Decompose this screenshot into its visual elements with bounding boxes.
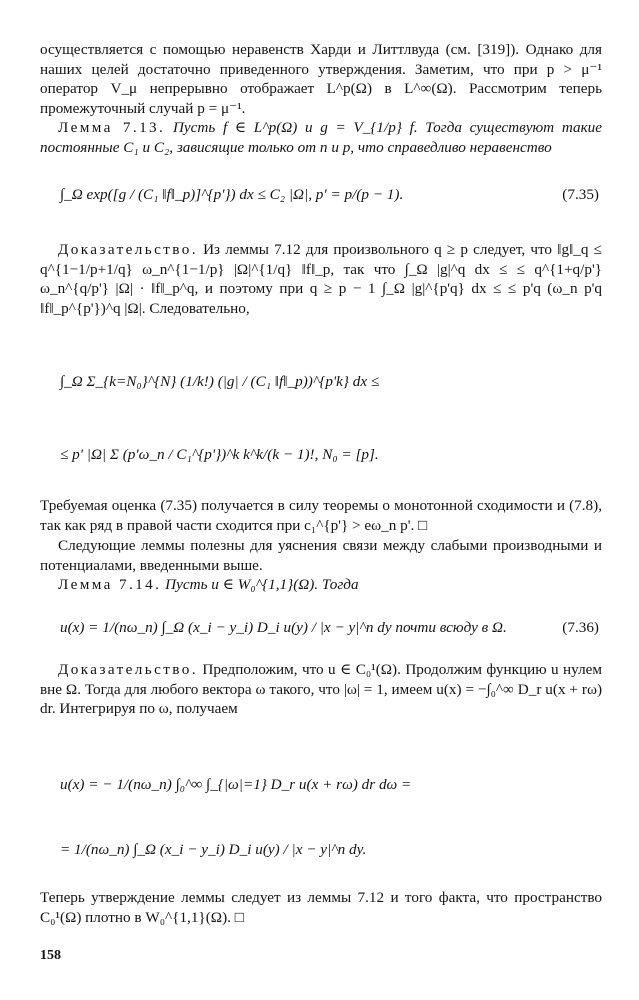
equation-7-36: u(x) = 1/(nω_n) ∫_Ω (x_i − y_i) D_i u(y) / |x − y|^n dy почти всюду в Ω. — [60, 619, 507, 636]
proof-lemma-7-14 — [40, 660, 602, 719]
lemma-text: Пусть f ∈ L^p(Ω) и g = V_{1/p} f. Тогда существуют такие постоянные C₁ и C₂, зависящие только от n и p, что справедливо неравенство — [40, 119, 603, 156]
equation-u-line2: = 1/(nω_n) ∫_Ω (x_i − y_i) D_i u(y) / |x − y|^n dy. — [60, 841, 367, 858]
lemma-label: Лемма 7.13. — [58, 119, 166, 136]
equation-7-35: ∫_Ω exp([g / (C₁ ‖f‖_p)]^{p'}) dx ≤ C₂ |Ω|, p' = p/(p − 1). — [60, 186, 404, 203]
lemma-label: Лемма 7.14. — [58, 576, 162, 593]
paragraph-intro: осуществляется с помощью неравенств Харди и Литтлвуда (см. [319]). Однако для наших целей достаточно приведенного утверждения. Заметим, что при p > μ⁻¹ оператор V_μ непрерывно отображает L^p(Ω) в L^∞(Ω). Рассмотрим теперь промежуточный случай p = μ⁻¹. — [40, 41, 602, 117]
paragraph-next-lemmas: Следующие леммы полезны для уяснения связи между слабыми производными и потенциалами, введенными выше. — [40, 537, 602, 574]
proof-lemma-7-13 — [40, 240, 602, 318]
equation-sum-line2: ≤ p' |Ω| Σ (p'ω_n / C₁^{p'})^k k^k/(k − 1)!, N₀ = [p]. — [60, 446, 379, 463]
lemma-7-13 — [40, 118, 602, 157]
proof-text: Из леммы 7.12 для произвольного q ≥ p следует, что ‖g‖_q ≤ q^{1−1/p+1/q} ω_n^{1−1/p} |Ω|^{1/q} ‖f‖_p, так что ∫_Ω |g|^q dx ≤ ≤ q^{1+q/p'} ω_n^{q/p'} |Ω| · ‖f‖_p^q, и поэтому при q ≥ p − 1 ∫_Ω |g|^{p'q} dx ≤ ≤ p'q (ω_n p'q ‖f‖_p^{p'})^q |Ω|. Следовательно, — [40, 241, 602, 317]
proof-label: Доказательство. — [58, 661, 198, 678]
page-number: 158 — [40, 948, 61, 963]
paragraph-conclusion: Требуемая оценка (7.35) получается в силу теоремы о монотонной сходимости и (7.8), так как ряд в правой части сходится при c₁^{p'} > eω_n p'. □ — [40, 497, 602, 534]
paragraph-final: Теперь утверждение леммы следует из леммы 7.12 и того факта, что пространство C₀¹(Ω) плотно в W₀^{1,1}(Ω). □ — [40, 889, 602, 926]
equation-u-line1: u(x) = − 1/(nω_n) ∫₀^∞ ∫_{|ω|=1} D_r u(x + rω) dr dω = — [60, 776, 412, 793]
lemma-text: Пусть u ∈ W₀^{1,1}(Ω). Тогда — [165, 576, 359, 593]
proof-label: Доказательство. — [58, 241, 198, 258]
equation-number: (7.36) — [562, 619, 599, 636]
proof-text: Предположим, что u ∈ C₀¹(Ω). Продолжим функцию u нулем вне Ω. Тогда для любого вектора ω такого, что |ω| = 1, имеем u(x) = −∫₀^∞ D_r u(x + rω) dr. Интегрируя по ω, получаем — [40, 661, 603, 717]
equation-sum-line1: ∫_Ω Σ_{k=N₀}^{N} (1/k!) (|g| / (C₁ ‖f‖_p))^{p'k} dx ≤ — [60, 373, 380, 390]
equation-number: (7.35) — [562, 186, 599, 203]
lemma-7-14 — [40, 575, 602, 595]
